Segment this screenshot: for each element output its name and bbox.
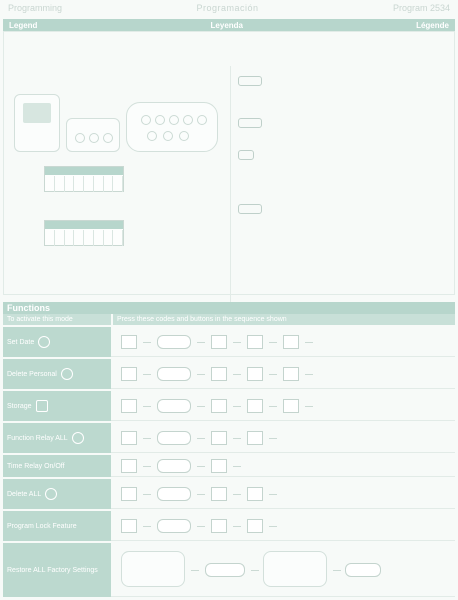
- button-icon: [155, 115, 165, 125]
- functions-title: Functions: [3, 302, 455, 314]
- arrow-icon: [269, 342, 277, 343]
- arrow-icon: [143, 374, 151, 375]
- function-sequence: [111, 359, 455, 389]
- legend-entry: [234, 72, 456, 106]
- arrow-icon: [197, 466, 205, 467]
- function-row: [3, 455, 455, 477]
- arrow-icon: [233, 526, 241, 527]
- arrow-icon: [197, 494, 205, 495]
- code-table-header: [45, 221, 123, 229]
- function-sequence: [111, 511, 455, 541]
- arrow-icon: [143, 466, 151, 467]
- arrow-icon: [197, 406, 205, 407]
- key-icon: [211, 431, 227, 445]
- arrow-icon: [251, 570, 259, 571]
- key-icon: [247, 487, 263, 501]
- button-icon: [169, 115, 179, 125]
- key-icon: [211, 335, 227, 349]
- arrow-icon: [143, 342, 151, 343]
- arrow-icon: [233, 466, 241, 467]
- arrow-icon: [269, 374, 277, 375]
- function-badge-icon: [72, 432, 84, 444]
- header-left: Programming: [8, 3, 63, 13]
- functions-subheader: [3, 314, 455, 325]
- arrow-icon: [233, 406, 241, 407]
- key-icon: [283, 335, 299, 349]
- header-center: Programación: [196, 3, 259, 13]
- key-icon: [121, 487, 137, 501]
- arrow-icon: [233, 438, 241, 439]
- key-icon: [121, 459, 137, 473]
- legend-header: [3, 19, 455, 31]
- legend-entry: [234, 146, 456, 180]
- key-symbol-icon: [238, 204, 262, 214]
- function-row-label: Function Relay ALL: [3, 423, 111, 453]
- function-badge-icon: [38, 336, 50, 348]
- keypad-screen-icon: [23, 103, 51, 123]
- legend-entry: [234, 114, 456, 148]
- key-icon: [205, 563, 245, 577]
- function-row: [3, 327, 455, 357]
- function-badge-icon: [45, 488, 57, 500]
- key-symbol-icon: [238, 150, 254, 160]
- function-badge-icon: [36, 400, 48, 412]
- function-sequence: [111, 391, 455, 421]
- button-icon: [183, 115, 193, 125]
- function-sequence: [111, 455, 455, 477]
- function-row-label: Program Lock Feature: [3, 511, 111, 541]
- key-icon: [157, 459, 191, 473]
- function-row: [3, 391, 455, 421]
- arrow-icon: [305, 374, 313, 375]
- key-icon: [157, 431, 191, 445]
- arrow-icon: [269, 494, 277, 495]
- key-icon: [247, 399, 263, 413]
- button-icon: [75, 133, 85, 143]
- key-icon: [157, 335, 191, 349]
- key-icon: [211, 367, 227, 381]
- function-row-label: Restore ALL Factory Settings: [3, 543, 111, 597]
- arrow-icon: [143, 526, 151, 527]
- key-icon: [283, 367, 299, 381]
- arrow-icon: [191, 570, 199, 571]
- key-icon: [345, 563, 381, 577]
- legend-divider: [230, 66, 231, 324]
- device-illustration: [121, 551, 185, 587]
- key-icon: [157, 367, 191, 381]
- function-row: [3, 359, 455, 389]
- key-icon: [247, 335, 263, 349]
- header-right: Program 2534: [392, 3, 450, 13]
- key-icon: [247, 431, 263, 445]
- key-icon: [121, 399, 137, 413]
- arrow-icon: [269, 438, 277, 439]
- arrow-icon: [143, 494, 151, 495]
- arrow-icon: [333, 570, 341, 571]
- keypad-device-illustration: [14, 94, 60, 152]
- function-row-label: Set Date: [3, 327, 111, 357]
- key-icon: [121, 431, 137, 445]
- arrow-icon: [233, 342, 241, 343]
- button-icon: [103, 133, 113, 143]
- function-row-label: Time Relay On/Off: [3, 455, 111, 477]
- code-table-header: [45, 167, 123, 175]
- function-row: [3, 543, 455, 597]
- button-icon: [141, 115, 151, 125]
- key-icon: [211, 399, 227, 413]
- legend-title-right: Légende: [416, 20, 449, 30]
- key-symbol-icon: [238, 76, 262, 86]
- arrow-icon: [233, 374, 241, 375]
- top-bar: [0, 0, 458, 16]
- arrow-icon: [305, 342, 313, 343]
- device-illustration: [263, 551, 327, 587]
- function-badge-icon: [61, 368, 73, 380]
- key-icon: [121, 335, 137, 349]
- function-row: [3, 479, 455, 509]
- function-sequence: [111, 479, 455, 509]
- function-row-label: Storage: [3, 391, 111, 421]
- arrow-icon: [305, 406, 313, 407]
- arrow-icon: [197, 438, 205, 439]
- functions-col2: Press these codes and buttons in the sequence shown: [111, 314, 455, 325]
- button-icon: [179, 131, 189, 141]
- code-table-illustration: [44, 220, 124, 246]
- key-icon: [211, 487, 227, 501]
- function-sequence: [111, 327, 455, 357]
- function-row: [3, 423, 455, 453]
- function-sequence: [111, 543, 455, 597]
- key-icon: [121, 367, 137, 381]
- functions-col1: To activate this mode: [7, 316, 73, 323]
- function-sequence: [111, 423, 455, 453]
- key-icon: [247, 519, 263, 533]
- key-icon: [211, 519, 227, 533]
- legend-title-left: Legend: [9, 20, 38, 30]
- arrow-icon: [143, 438, 151, 439]
- arrow-icon: [233, 494, 241, 495]
- function-row-label: Delete ALL: [3, 479, 111, 509]
- button-icon: [147, 131, 157, 141]
- button-icon: [89, 133, 99, 143]
- key-icon: [157, 399, 191, 413]
- key-icon: [211, 459, 227, 473]
- function-row-label: Delete Personal: [3, 359, 111, 389]
- key-icon: [157, 519, 191, 533]
- key-icon: [157, 487, 191, 501]
- button-icon: [163, 131, 173, 141]
- arrow-icon: [197, 342, 205, 343]
- function-row: [3, 511, 455, 541]
- key-icon: [247, 367, 263, 381]
- code-table-illustration: [44, 166, 124, 192]
- arrow-icon: [197, 526, 205, 527]
- key-icon: [121, 519, 137, 533]
- arrow-icon: [269, 406, 277, 407]
- legend-panel: [3, 31, 455, 295]
- key-icon: [283, 399, 299, 413]
- key-symbol-icon: [238, 118, 262, 128]
- arrow-icon: [197, 374, 205, 375]
- legend-entry: [234, 200, 456, 234]
- reader-device-illustration: [126, 102, 218, 152]
- controller-device-illustration: [66, 118, 120, 152]
- arrow-icon: [143, 406, 151, 407]
- arrow-icon: [269, 526, 277, 527]
- legend-title-center: Leyenda: [210, 20, 243, 30]
- button-icon: [197, 115, 207, 125]
